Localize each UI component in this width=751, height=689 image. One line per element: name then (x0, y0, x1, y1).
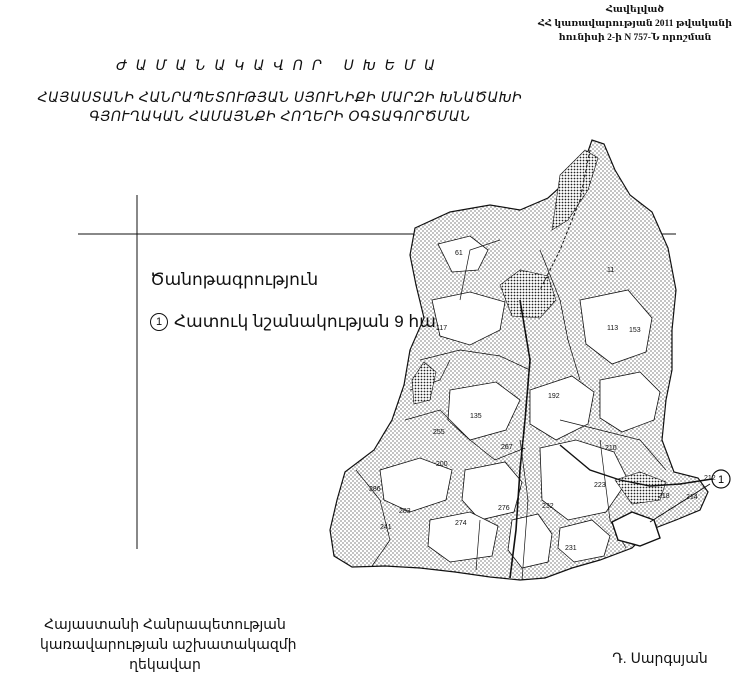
plot-number-label: 274 (455, 520, 467, 527)
plot-number-label: 153 (629, 327, 641, 334)
plot-number-label: 192 (548, 393, 560, 400)
plot-number-label: 286 (369, 486, 381, 493)
plot-number-label: 11 (607, 267, 615, 274)
signatory-name: Դ. Սարգսյան (612, 650, 708, 666)
plot-number-label: 218 (658, 493, 670, 500)
plot-number-label: 113 (607, 325, 619, 332)
heading-line-1: ՀԱՅԱՍՏԱՆԻ ՀԱՆՐԱՊԵՏՈՒԹՅԱՆ ՍՅՈՒՆԻՔԻ ՄԱՐԶԻ ԽՆԱԾԱԽԻ (37, 89, 523, 105)
legend-item-label: Հատուկ նշանակության 9 հա (174, 312, 436, 331)
org-line-1: Հայաստանի Հանրապետության (44, 616, 286, 632)
plot-number-label: 210 (605, 445, 617, 452)
callout-marker-label: 1 (717, 474, 725, 486)
plot-number-label: 232 (542, 503, 554, 510)
heading-line-2: ԳՅՈՒՂԱԿԱՆ ՀԱՄԱՅՆՔԻ ՀՈՂԵՐԻ ՕԳՏԱԳՈՐԾՄԱՆ (89, 108, 471, 124)
legend-item (150, 312, 436, 332)
plot-number-label: 61 (455, 250, 463, 257)
plot-number-label: 214 (686, 494, 698, 501)
plot-number-label: 200 (436, 461, 448, 468)
plot-number-label: 212 (704, 475, 716, 482)
legend (150, 270, 436, 332)
scheme-title: ԺԱՄԱՆԱԿԱՎՈՐ ՍԽԵՄԱ (116, 57, 444, 73)
territory-outline (330, 140, 708, 580)
plot-number-label: 117 (436, 325, 448, 332)
plot-number-label: 276 (498, 505, 510, 512)
plot-number-label: 267 (501, 444, 513, 451)
annex-line-1: Հավելված (605, 5, 665, 15)
org-line-2: կառավարության աշխատակազմի (40, 636, 297, 652)
plot-number-label: 135 (470, 413, 482, 420)
plot-number-label: 223 (594, 482, 606, 489)
org-line-3: ղեկավար (129, 656, 201, 672)
signatory-position (40, 614, 297, 674)
legend-marker: 1 (150, 313, 168, 331)
plot-number-label: 283 (399, 508, 411, 515)
plot-number-label: 255 (433, 429, 445, 436)
annex-line-2: ՀՀ կառավարության 2011 թվականի (538, 19, 732, 29)
plot-number-label: 231 (565, 545, 577, 552)
plot-number-label: 241 (380, 524, 392, 531)
legend-title: Ծանոթագրություն (150, 270, 319, 289)
annex-line-3: հունիսի 2-ի N 757-Ն որոշման (558, 33, 712, 43)
